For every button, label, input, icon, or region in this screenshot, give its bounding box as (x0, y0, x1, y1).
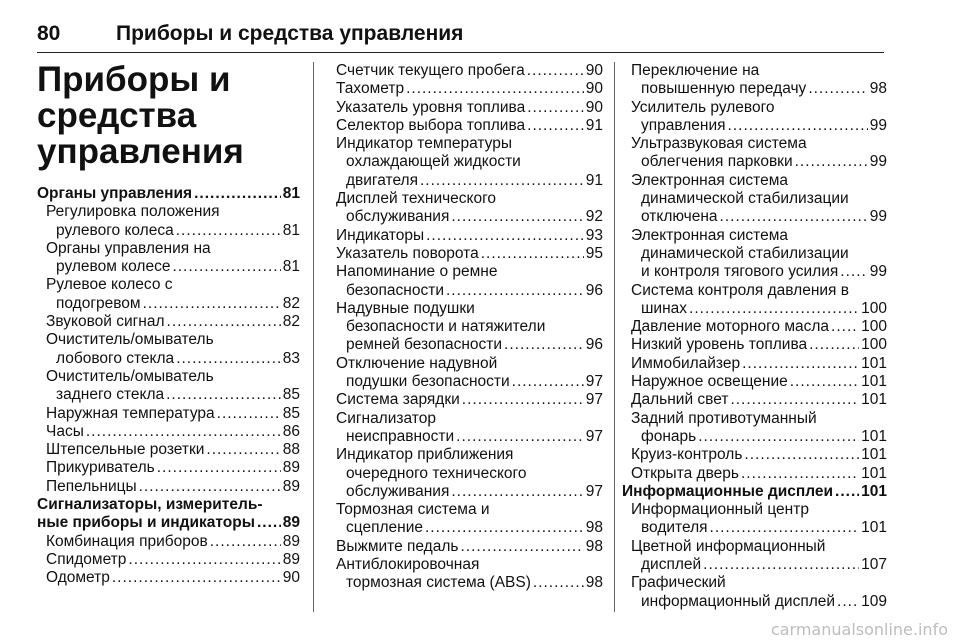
toc-page-number: 89 (282, 514, 300, 532)
dot-leader (703, 556, 859, 574)
toc-entry-text: Система контроля давления в (631, 281, 849, 299)
toc-entry[interactable] (622, 135, 887, 172)
chapter-title-line: управления (37, 132, 244, 171)
toc-entry-text: Выжмите педаль (336, 537, 459, 555)
chapter-title-line: средства (37, 96, 197, 135)
toc-entry-last-line (622, 483, 887, 501)
toc-entry[interactable] (327, 80, 603, 98)
toc-entry-last-line (631, 355, 887, 373)
column-divider (614, 62, 615, 612)
dot-leader (167, 313, 281, 331)
toc-page-number: 97 (585, 373, 603, 391)
toc-entry-text: Задний противотуманный (631, 409, 817, 427)
toc-entry-last-line (336, 227, 603, 245)
toc-entry-text: Органы управления (37, 185, 193, 202)
dot-leader (481, 245, 584, 263)
toc-entry[interactable] (327, 391, 603, 409)
toc-entry-text: водителя (641, 519, 708, 537)
toc-entry-last-line (336, 391, 603, 409)
toc-page-number: 107 (861, 556, 887, 574)
toc-page-number: 99 (869, 116, 887, 134)
toc-entry[interactable] (622, 574, 887, 611)
toc-page-number: 89 (282, 532, 300, 550)
toc-entry-text: обслуживания (346, 208, 450, 226)
toc-entry-text: Наружное освещение (631, 373, 788, 391)
toc-entry-last-line (336, 172, 603, 190)
toc-entry-text: безопасности (346, 281, 444, 299)
toc-entry-last-line (37, 514, 300, 532)
toc-entry[interactable] (622, 373, 887, 391)
toc-entry[interactable] (622, 282, 887, 319)
toc-entry[interactable] (37, 423, 300, 441)
dot-leader (426, 227, 584, 245)
toc-entry-text: отключена (641, 208, 718, 226)
toc-entry[interactable] (327, 99, 603, 117)
dot-leader (795, 153, 868, 171)
toc-entry-text: Цветной информационный (631, 537, 826, 555)
dot-leader (527, 117, 584, 135)
toc-entry[interactable] (37, 533, 300, 551)
toc-entry-text: Информационный центр (631, 501, 809, 519)
toc-entry-text: тормозная система (ABS) (346, 574, 531, 592)
toc-entry-text: ные приборы и индикаторы (37, 514, 255, 532)
dot-leader (451, 483, 583, 501)
toc-entry-last-line (631, 373, 887, 391)
toc-entry-text: Часы (46, 422, 84, 440)
toc-page-number: 81 (282, 258, 300, 276)
toc-entry-text: охлаждающей жидкости (346, 153, 521, 171)
dot-leader (462, 391, 584, 409)
toc-column-1 (37, 62, 300, 588)
toc-page-number: 100 (861, 299, 887, 317)
toc-entry-last-line (631, 336, 887, 354)
toc-page-number: 101 (861, 446, 887, 464)
dot-leader (143, 295, 281, 313)
toc-entry[interactable] (327, 501, 603, 538)
dot-leader (112, 569, 281, 587)
toc-entry-last-line (46, 258, 300, 276)
toc-entry-last-line (631, 465, 887, 483)
toc-entry-text: Ультразвуковая система (631, 135, 807, 153)
toc-entry-last-line (336, 245, 603, 263)
toc-entry-text: неисправности (346, 427, 455, 445)
toc-page-number: 88 (282, 441, 300, 459)
toc-entry[interactable] (622, 501, 887, 538)
toc-entry[interactable] (37, 459, 300, 477)
toc-entry-text: Тахометр (336, 80, 405, 98)
dot-leader (512, 373, 584, 391)
toc-entry-text: Наружная температура (46, 404, 215, 422)
toc-page-number: 82 (282, 294, 300, 312)
toc-page-number: 85 (282, 404, 300, 422)
toc-entry-last-line (336, 117, 603, 135)
toc-entry-last-line (46, 569, 300, 587)
toc-entry[interactable] (622, 465, 887, 483)
toc-entry[interactable] (37, 331, 300, 368)
toc-entry-text: Открыта дверь (631, 464, 739, 482)
toc-entry-text: Электронная система (631, 171, 789, 189)
toc-page-number: 90 (585, 98, 603, 116)
toc-entry-text: Давление моторного масла (631, 318, 830, 336)
toc-entry-text: Отключение надувной (336, 354, 498, 372)
toc-entry-text: Очиститель/омыватель (46, 367, 214, 385)
toc-entry-text: обслуживания (346, 482, 450, 500)
dot-leader (172, 258, 280, 276)
toc-entry[interactable] (622, 318, 887, 336)
toc-column-2 (327, 62, 603, 593)
toc-entry-text: Звуковой сигнал (46, 313, 165, 331)
running-title: Приборы и средства управления (116, 22, 464, 45)
toc-entry-text: лобового стекла (56, 349, 175, 367)
toc-page-number: 109 (861, 592, 887, 610)
toc-page-number: 86 (282, 422, 300, 440)
dot-leader (728, 117, 868, 135)
dot-leader (504, 336, 584, 354)
chapter-title-line: Приборы и (37, 60, 231, 99)
toc-entry-text: Индикаторы (336, 226, 425, 244)
toc-page-number: 99 (869, 263, 887, 281)
toc-entry-last-line (336, 80, 603, 98)
page-number: 80 (37, 22, 61, 45)
toc-entry[interactable] (37, 569, 300, 587)
toc-entry-text: Усилитель рулевого (631, 98, 775, 116)
toc-entry-last-line (631, 519, 887, 537)
toc-entry-text: рулевого колеса (56, 221, 174, 239)
toc-page-number: 99 (869, 208, 887, 226)
toc-entry-last-line (336, 208, 603, 226)
toc-entry-last-line (631, 263, 887, 281)
toc-entry-text: Антиблокировочная (336, 556, 480, 574)
toc-entry-last-line (631, 300, 887, 318)
toc-page-number: 85 (282, 386, 300, 404)
toc-page-number: 99 (869, 153, 887, 171)
toc-entry[interactable] (327, 538, 603, 556)
dot-leader (217, 405, 281, 423)
dot-leader (720, 208, 868, 226)
toc-page-number: 96 (585, 281, 603, 299)
toc-page-number: 97 (585, 391, 603, 409)
toc-entry[interactable] (622, 355, 887, 373)
toc-entry-text: Указатель поворота (336, 244, 479, 262)
dot-leader (176, 350, 281, 368)
toc-entry-last-line (336, 538, 603, 556)
dot-leader (139, 478, 281, 496)
toc-entry-last-line (631, 593, 887, 611)
toc-entry-text: Счетчик текущего пробега (336, 62, 525, 79)
toc-entry-text: Тормозная система и (336, 501, 490, 519)
toc-entry-last-line (46, 441, 300, 459)
toc-page-number: 81 (282, 221, 300, 239)
dot-leader (808, 80, 867, 98)
toc-entry-last-line (631, 428, 887, 446)
toc-page-number: 90 (282, 569, 300, 587)
toc-page-number: 91 (585, 116, 603, 134)
toc-entry-text: ремней безопасности (346, 336, 503, 354)
dot-leader (460, 538, 583, 556)
toc-page-number: 89 (282, 550, 300, 568)
toc-page-number: 83 (282, 349, 300, 367)
toc-entry-text: двигателя (346, 171, 418, 189)
toc-entry-text: Указатель уровня топлива (336, 98, 526, 116)
toc-entry-text: и контроля тягового усилия (641, 263, 839, 281)
toc-page-number: 101 (861, 354, 887, 372)
toc-entry-last-line (336, 62, 603, 80)
toc-entry-text: Система зарядки (336, 391, 460, 409)
toc-entry[interactable] (622, 99, 887, 136)
toc-entry-text: фонарь (641, 427, 697, 445)
toc-entry-text: Прикуриватель (46, 459, 155, 477)
toc-page-number: 90 (585, 80, 603, 98)
toc-entry[interactable] (622, 62, 887, 99)
toc-entry[interactable] (327, 355, 603, 392)
toc-page-number: 101 (861, 391, 887, 409)
header-rule (37, 52, 884, 53)
toc-entry-last-line (336, 99, 603, 117)
toc-entry-text: Индикатор температуры (336, 135, 513, 153)
toc-page-number: 101 (861, 519, 887, 537)
page-header (37, 22, 927, 54)
toc-entry[interactable] (327, 190, 603, 227)
toc-column-3 (622, 62, 887, 611)
toc-entry-last-line (631, 318, 887, 336)
toc-section-entry[interactable] (622, 483, 887, 501)
toc-page-number: 82 (282, 313, 300, 331)
dot-leader (741, 465, 859, 483)
dot-leader (837, 593, 859, 611)
dot-leader (835, 483, 859, 501)
dot-leader (730, 391, 859, 409)
toc-entry-text: рулевом колесе (56, 258, 171, 276)
dot-leader (257, 514, 281, 532)
toc-entry-text: Напоминание о ремне (336, 263, 498, 281)
toc-entry-text: Селектор выбора топлива (336, 116, 526, 134)
toc-entry-text: облегчения парковки (641, 153, 793, 171)
dot-leader (710, 519, 860, 537)
toc-entry-text: Регулировка положения (46, 203, 220, 221)
toc-page-number: 97 (585, 427, 603, 445)
toc-entry-text: Сигнализатор (336, 409, 436, 427)
chapter-title (37, 62, 300, 170)
toc-entry[interactable] (622, 227, 887, 282)
toc-entry-text: Рулевое колесо с (46, 276, 173, 294)
toc-entry-last-line (631, 446, 887, 464)
toc-entry-text: Электронная система (631, 226, 789, 244)
toc-entry-text: Низкий уровень топлива (631, 336, 808, 354)
toc-entry-text: шинах (641, 299, 688, 317)
dot-leader (689, 300, 859, 318)
toc-entry-text: сцепление (346, 519, 423, 537)
dot-leader (527, 99, 584, 117)
toc-entry[interactable] (327, 135, 603, 190)
dot-leader (425, 519, 584, 537)
toc-page-number: 101 (861, 373, 887, 391)
toc-section-entry[interactable] (37, 185, 300, 203)
toc-page-number: 89 (282, 459, 300, 477)
toc-entry-last-line (46, 350, 300, 368)
toc-page-number: 100 (861, 318, 887, 336)
dot-leader (790, 373, 859, 391)
toc-entry[interactable] (37, 203, 300, 240)
toc-page-number: 90 (585, 62, 603, 79)
toc-page-number: 98 (585, 519, 603, 537)
dot-leader (128, 551, 280, 569)
toc-entry-last-line (336, 373, 603, 391)
toc-section-entry[interactable] (37, 496, 300, 533)
toc-entry-text: Одометр (46, 569, 110, 587)
toc-entry-last-line (336, 519, 603, 537)
dot-leader (840, 263, 867, 281)
toc-entry[interactable] (327, 556, 603, 593)
toc-entry-last-line (46, 533, 300, 551)
toc-entry-last-line (37, 185, 300, 203)
watermark: carmanualsonline.info (770, 620, 948, 639)
toc-entry-text: Комбинация приборов (46, 532, 208, 550)
toc-page-number: 98 (869, 80, 887, 98)
toc-entry-last-line (631, 117, 887, 135)
dot-leader (742, 355, 859, 373)
dot-leader (527, 62, 584, 80)
toc-entry-last-line (336, 336, 603, 354)
toc-entry-last-line (46, 551, 300, 569)
toc-entry[interactable] (327, 410, 603, 447)
toc-entry[interactable] (622, 336, 887, 354)
dot-leader (533, 574, 584, 592)
toc-entry-last-line (46, 478, 300, 496)
toc-entry[interactable] (327, 446, 603, 501)
toc-entry-last-line (46, 459, 300, 477)
toc-entry-text: Органы управления на (46, 239, 211, 257)
toc-entry-text: Индикатор приближения (336, 446, 514, 464)
column-divider (313, 62, 314, 612)
toc-entry-last-line (46, 222, 300, 240)
toc-entry[interactable] (622, 391, 887, 409)
toc-entry-last-line (631, 391, 887, 409)
toc-entry[interactable] (327, 227, 603, 245)
toc-page-number: 98 (585, 574, 603, 592)
toc-page-number: 101 (861, 482, 887, 500)
toc-page-number: 101 (861, 464, 887, 482)
toc-entry-last-line (336, 483, 603, 501)
toc-entry-last-line (46, 405, 300, 423)
toc-entry-text: Дисплей технического (336, 190, 497, 208)
toc-entry[interactable] (622, 172, 887, 227)
toc-entry[interactable] (37, 368, 300, 405)
toc-entry-text: Дальний свет (631, 391, 729, 409)
toc-entry-text: информационный дисплей (641, 592, 836, 610)
toc-entry-text: Пепельницы (46, 477, 137, 495)
dot-leader (456, 428, 584, 446)
toc-entry-last-line (631, 208, 887, 226)
toc-entry[interactable] (37, 551, 300, 569)
dot-leader (86, 423, 281, 441)
toc-entry-text: Круиз-контроль (631, 446, 743, 464)
toc-entry-text: дисплей (641, 556, 702, 574)
toc-page-number: 92 (585, 208, 603, 226)
dot-leader (194, 185, 281, 203)
toc-entry-text: Штепсельные розетки (46, 441, 205, 459)
dot-leader (698, 428, 859, 446)
toc-entry[interactable] (327, 117, 603, 135)
toc-entry-text: Сигнализаторы, измеритель- (37, 496, 263, 514)
toc-entry[interactable] (37, 313, 300, 331)
toc-entry-text: Надувные подушки (336, 299, 475, 317)
toc-entry[interactable] (327, 245, 603, 263)
toc-page-number: 93 (585, 226, 603, 244)
toc-entry-last-line (46, 386, 300, 404)
toc-page-number: 96 (585, 336, 603, 354)
toc-entry-last-line (631, 556, 887, 574)
toc-page-number: 100 (861, 336, 887, 354)
toc-entry-text: Спидометр (46, 550, 127, 568)
toc-entry[interactable] (622, 538, 887, 575)
toc-entry[interactable] (37, 441, 300, 459)
dot-leader (420, 172, 584, 190)
toc-entry[interactable] (37, 240, 300, 277)
toc-entry[interactable] (327, 263, 603, 300)
toc-page-number: 97 (585, 482, 603, 500)
dot-leader (446, 282, 584, 300)
dot-leader (176, 222, 281, 240)
toc-entry-text: динамической стабилизации (641, 244, 849, 262)
toc-entry-text: управления (641, 116, 726, 134)
dot-leader (166, 386, 281, 404)
dot-leader (210, 533, 281, 551)
toc-entry-text: подогревом (56, 294, 141, 312)
dot-leader (206, 441, 280, 459)
toc-entry[interactable] (327, 300, 603, 355)
toc-entry-text: Иммобилайзер (631, 354, 741, 372)
dot-leader (406, 80, 584, 98)
toc-entry-last-line (631, 153, 887, 171)
toc-entry-last-line (336, 282, 603, 300)
toc-entry-text: заднего стекла (56, 386, 165, 404)
toc-entry-last-line (631, 80, 887, 98)
toc-page-number: 81 (282, 185, 300, 202)
toc-entry-text: очередного технического (346, 464, 527, 482)
toc-entry-last-line (336, 428, 603, 446)
dot-leader (809, 336, 859, 354)
toc-entry-text: Очиститель/омыватель (46, 331, 214, 349)
toc-entry-text: динамической стабилизации (641, 190, 849, 208)
toc-entry[interactable] (327, 62, 603, 80)
toc-entry[interactable] (622, 446, 887, 464)
toc-page-number: 89 (282, 477, 300, 495)
toc-page-number: 98 (585, 537, 603, 555)
toc-entry[interactable] (37, 478, 300, 496)
dot-leader (157, 459, 281, 477)
toc-page-number: 95 (585, 244, 603, 262)
toc-entry-text: подушки безопасности (346, 373, 510, 391)
toc-entry[interactable] (37, 276, 300, 313)
toc-entry-text: Информационные дисплеи (622, 482, 834, 500)
toc-entry[interactable] (37, 405, 300, 423)
toc-entry-last-line (46, 313, 300, 331)
dot-leader (451, 208, 583, 226)
dot-leader (744, 446, 859, 464)
toc-entry-text: повышенную передачу (641, 80, 807, 98)
dot-leader (831, 318, 859, 336)
toc-entry-last-line (336, 574, 603, 592)
toc-entry-text: Графический (631, 574, 726, 592)
toc-entry-last-line (46, 295, 300, 313)
toc-page-number: 101 (861, 427, 887, 445)
toc-page-number: 91 (585, 171, 603, 189)
toc-entry-last-line (46, 423, 300, 441)
toc-entry-text: Переключение на (631, 62, 760, 79)
toc-entry[interactable] (622, 410, 887, 447)
toc-entry-text: безопасности и натяжители (346, 318, 546, 336)
